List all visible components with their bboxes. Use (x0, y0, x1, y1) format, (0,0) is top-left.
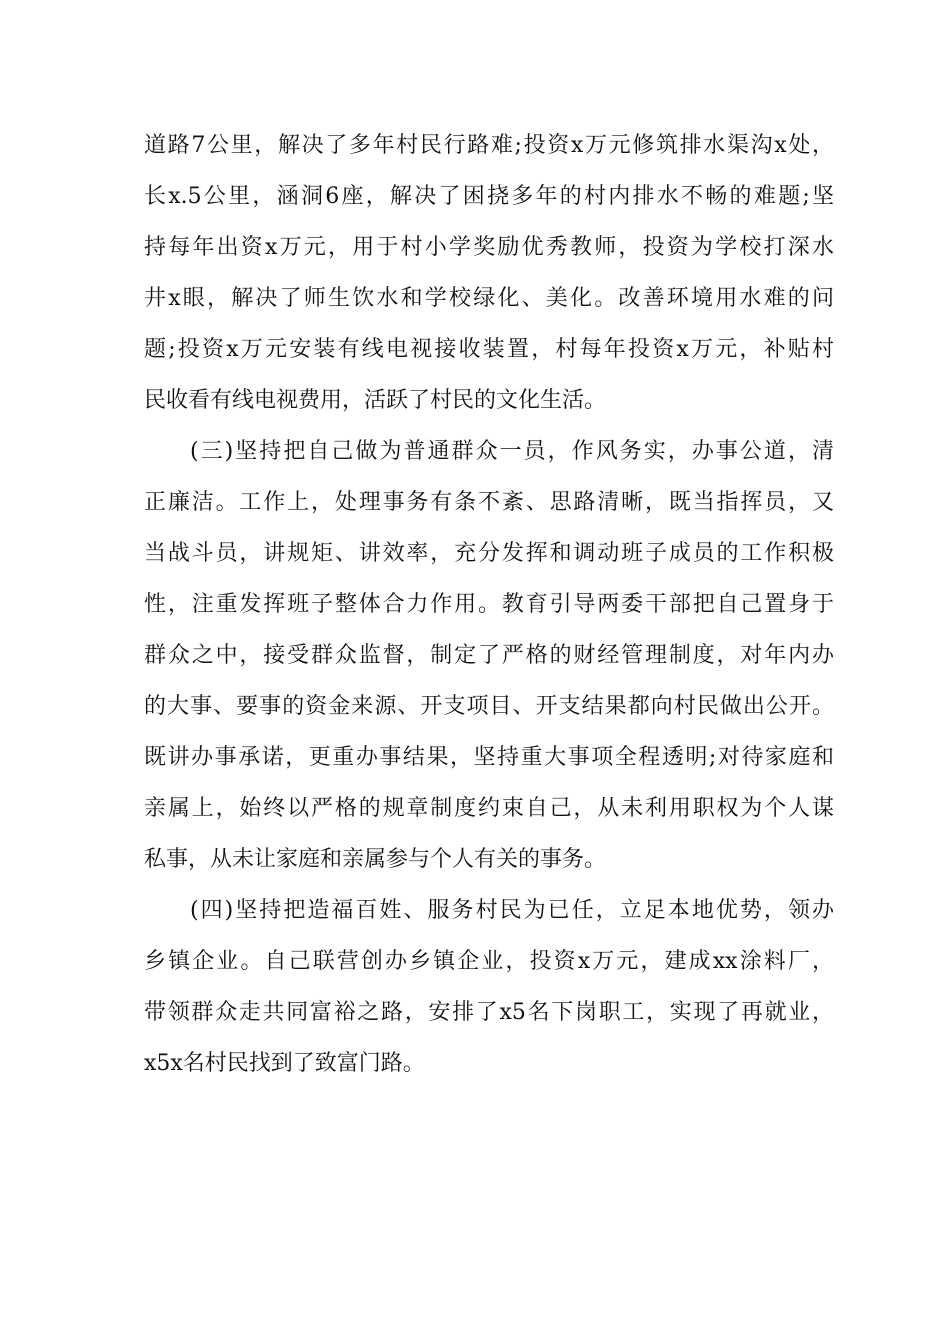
text-line: 持每年出资x万元，用于村小学奖励优秀教师，投资为学校打深水 (144, 235, 834, 260)
text-line: 私事，从未让家庭和亲属参与个人有关的事务。 (144, 847, 607, 872)
text-line-indented: (四)坚持把造福百姓、服务村民为已任，立足本地优势，领办 (190, 898, 834, 923)
paragraph-section-4 (144, 885, 834, 1089)
body-text (144, 120, 834, 1089)
text-line: 亲属上，始终以严格的规章制度约束自己，从未利用职权为个人谋 (144, 796, 834, 821)
text-line: x5x名村民找到了致富门路。 (144, 1051, 425, 1076)
text-line: 乡镇企业。自己联营创办乡镇企业，投资x万元，建成xx涂料厂， (144, 949, 834, 974)
text-line: 既讲办事承诺，更重办事结果，坚持重大事项全程透明;对待家庭和 (144, 745, 834, 770)
text-line: 的大事、要事的资金来源、开支项目、开支结果都向村民做出公开。 (144, 694, 834, 719)
text-line: 群众之中，接受群众监督，制定了严格的财经管理制度，对年内办 (144, 643, 834, 668)
paragraph-continuation (144, 120, 834, 426)
text-line: 当战斗员，讲规矩、讲效率，充分发挥和调动班子成员的工作积极 (144, 541, 834, 566)
text-line: 带领群众走共同富裕之路，安排了x5名下岗职工，实现了再就业， (144, 1000, 834, 1025)
text-line: 民收看有线电视费用，活跃了村民的文化生活。 (144, 388, 607, 413)
paragraph-section-3 (144, 426, 834, 885)
text-line: 性，注重发挥班子整体合力作用。教育引导两委干部把自己置身于 (144, 592, 834, 617)
text-line: 题;投资x万元安装有线电视接收装置，村每年投资x万元，补贴村 (144, 337, 834, 362)
text-line: 道路7公里，解决了多年村民行路难;投资x万元修筑排水渠沟x处， (144, 133, 834, 158)
text-line: 长x.5公里，涵洞6座，解决了困挠多年的村内排水不畅的难题;坚 (144, 184, 834, 209)
text-line-indented: (三)坚持把自己做为普通群众一员，作风务实，办事公道，清 (190, 439, 834, 464)
text-line: 正廉洁。工作上，处理事务有条不紊、思路清晰，既当指挥员，又 (144, 490, 834, 515)
text-line: 井x眼，解决了师生饮水和学校绿化、美化。改善环境用水难的问 (144, 286, 834, 311)
